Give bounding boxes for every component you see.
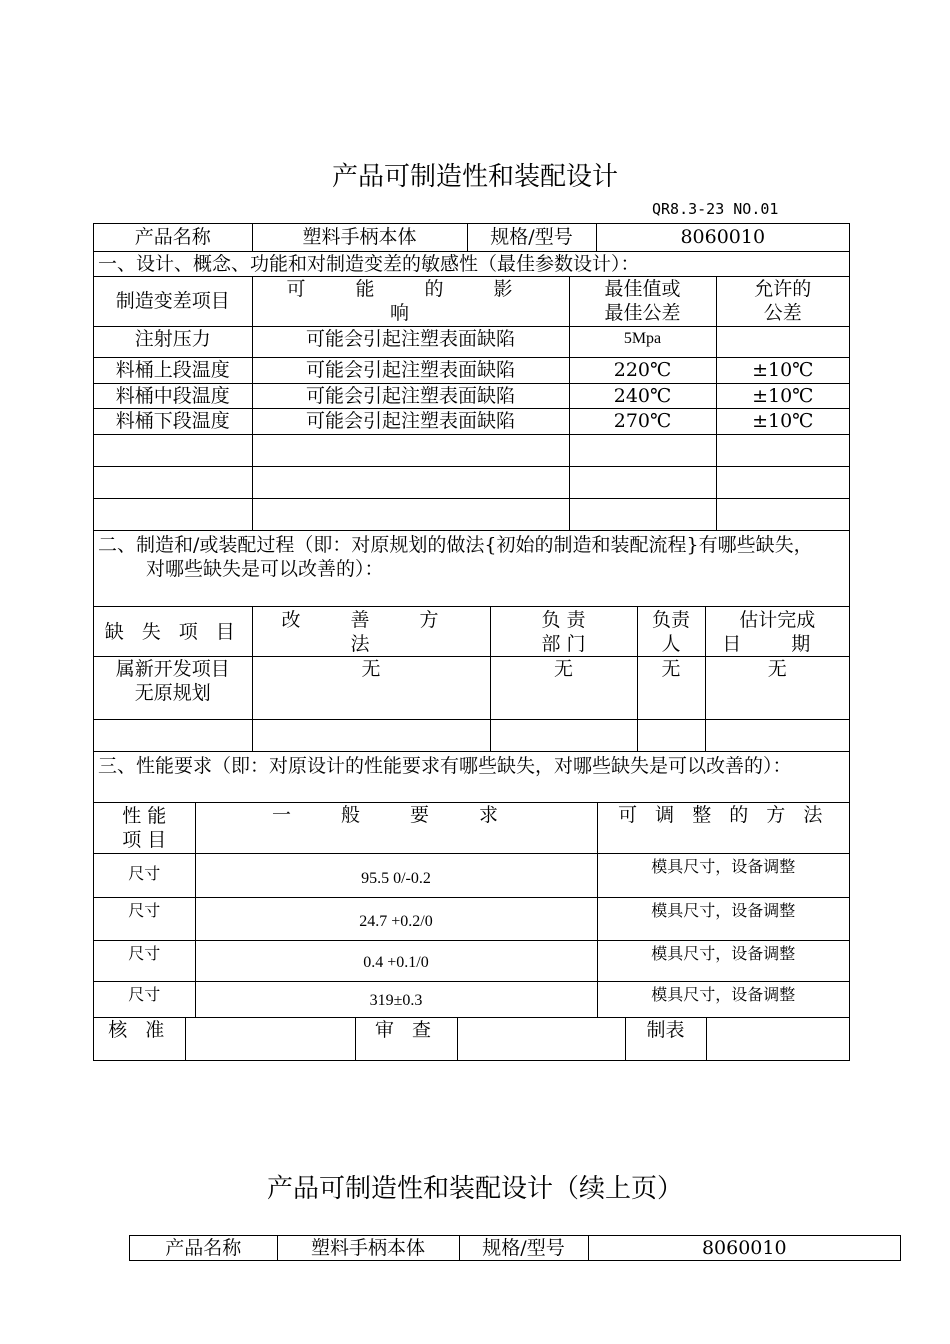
empty-row [94,720,849,752]
improvement-method: 无 [252,657,490,720]
col-performance-item-line1: 性 能 [122,804,167,827]
performance-item: 尺寸 [94,853,195,897]
col-allowed-tolerance-line1: 允许的 [754,278,812,300]
page2-header-table [130,1236,900,1260]
estimated-date: 无 [705,657,849,720]
adjustable-method: 模具尺寸，设备调整 [597,897,849,940]
deficiency-item-line1: 属新开发项目 [115,658,230,680]
allowed-tolerance: ±10℃ [716,357,849,383]
table-row [94,897,849,940]
empty-row [94,498,849,530]
spec-value: 8060010 [596,224,849,251]
section1-heading: 一、设计、概念、功能和对制造变差的敏感性（最佳参数设计）： [94,252,849,277]
allowed-tolerance: ±10℃ [716,383,849,408]
allowed-tolerance [716,326,849,357]
table-row [94,657,849,720]
col-responsible-dept-line2: 部 门 [541,632,586,655]
table-row [94,940,849,981]
spec-value: 8060010 [588,1236,900,1260]
adjustable-method: 模具尺寸，设备调整 [597,981,849,1017]
adjustable-method: 模具尺寸，设备调整 [597,940,849,981]
variation-item: 料桶中段温度 [94,383,252,408]
col-best-value-line1: 最佳值或 [604,278,681,300]
product-name-label: 产品名称 [94,224,252,251]
deficiency-item-line2: 无原规划 [134,682,211,704]
best-value: 5Mpa [569,326,716,357]
general-requirement: 319±0.3 [195,981,597,1017]
adjustable-method: 模具尺寸，设备调整 [597,853,849,897]
col-improvement-method: 改 善 方 法 [252,607,490,657]
empty-row [94,466,849,498]
form-table [93,223,850,1061]
col-estimated-date [705,607,849,657]
table-row [94,853,849,897]
spec-label: 规格/型号 [467,224,596,251]
section3-heading: 三、性能要求（即：对原设计的性能要求有哪些缺失，对哪些缺失是可以改善的）： [94,752,849,802]
section1-table [94,252,849,531]
product-name-value: 塑料手柄本体 [277,1236,459,1260]
review-field [457,1018,625,1061]
possible-effect: 可能会引起注塑表面缺陷 [252,383,569,408]
col-performance-item-line2: 项 目 [122,828,167,851]
general-requirement: 24.7 +0.2/0 [195,897,597,940]
table-row [94,383,849,408]
variation-item: 注射压力 [94,326,252,357]
product-name-value: 塑料手柄本体 [252,224,467,251]
allowed-tolerance: ±10℃ [716,408,849,434]
signature-table [94,1018,849,1062]
best-value: 220℃ [569,357,716,383]
col-allowed-tolerance-line2: 公差 [763,302,802,324]
page2-header [129,1235,901,1261]
document-number: QR8.3-23 NO.01 [652,200,779,218]
general-requirement: 0.4 +0.1/0 [195,940,597,981]
section2-heading [94,531,849,607]
variation-item: 料桶上段温度 [94,357,252,383]
section2-heading-line1: 二、制造和/或装配过程（即：对原规划的做法{初始的制造和装配流程}有哪些缺失， [98,533,813,556]
approve-field [185,1018,355,1061]
general-requirement: 95.5 0/-0.2 [195,853,597,897]
col-responsible-dept [490,607,637,657]
best-value: 270℃ [569,408,716,434]
empty-row [94,434,849,466]
responsible-dept: 无 [490,657,637,720]
section2-heading-line2: 对哪些缺失是可以改善的）： [146,557,384,580]
col-responsible-person-line2: 人 [661,632,681,655]
table-row [94,357,849,383]
col-best-value [569,276,716,326]
page2-title: 产品可制造性和装配设计（续上页） [266,1174,683,1204]
table-row [94,408,849,434]
page-title: 产品可制造性和装配设计 [331,162,618,192]
col-estimated-date-line2: 日 期 [722,632,833,655]
section3-table [94,752,849,1018]
possible-effect: 可能会引起注塑表面缺陷 [252,357,569,383]
col-responsible-person [637,607,705,657]
col-estimated-date-line1: 估计完成 [739,608,816,631]
col-best-value-line2: 最佳公差 [604,302,681,324]
product-header-table [94,224,849,252]
table-row [94,981,849,1017]
product-name-label: 产品名称 [130,1236,277,1260]
review-label: 审 查 [355,1018,457,1061]
section2-table [94,531,849,753]
possible-effect: 可能会引起注塑表面缺陷 [252,326,569,357]
best-value: 240℃ [569,383,716,408]
col-allowed-tolerance [716,276,849,326]
col-responsible-person-line1: 负责 [651,608,690,631]
col-responsible-dept-line1: 负 责 [541,608,586,631]
col-general-requirement: 一 般 要 求 [195,802,597,853]
approve-label: 核 准 [94,1018,185,1061]
variation-item: 料桶下段温度 [94,408,252,434]
possible-effect: 可能会引起注塑表面缺陷 [252,408,569,434]
performance-item: 尺寸 [94,981,195,1017]
table-row [94,326,849,357]
col-variation-item: 制造变差项目 [94,276,252,326]
made-by-field [706,1018,849,1061]
col-possible-effect: 可 能 的 影 响 [252,276,569,326]
col-adjustable-method: 可 调 整 的 方 法 [597,802,849,853]
performance-item: 尺寸 [94,897,195,940]
deficiency-item [94,657,252,720]
spec-label: 规格/型号 [459,1236,588,1260]
made-by-label: 制表 [625,1018,706,1061]
performance-item: 尺寸 [94,940,195,981]
responsible-person: 无 [637,657,705,720]
col-performance-item [94,802,195,853]
col-deficiency-item: 缺 失 项 目 [94,607,252,657]
